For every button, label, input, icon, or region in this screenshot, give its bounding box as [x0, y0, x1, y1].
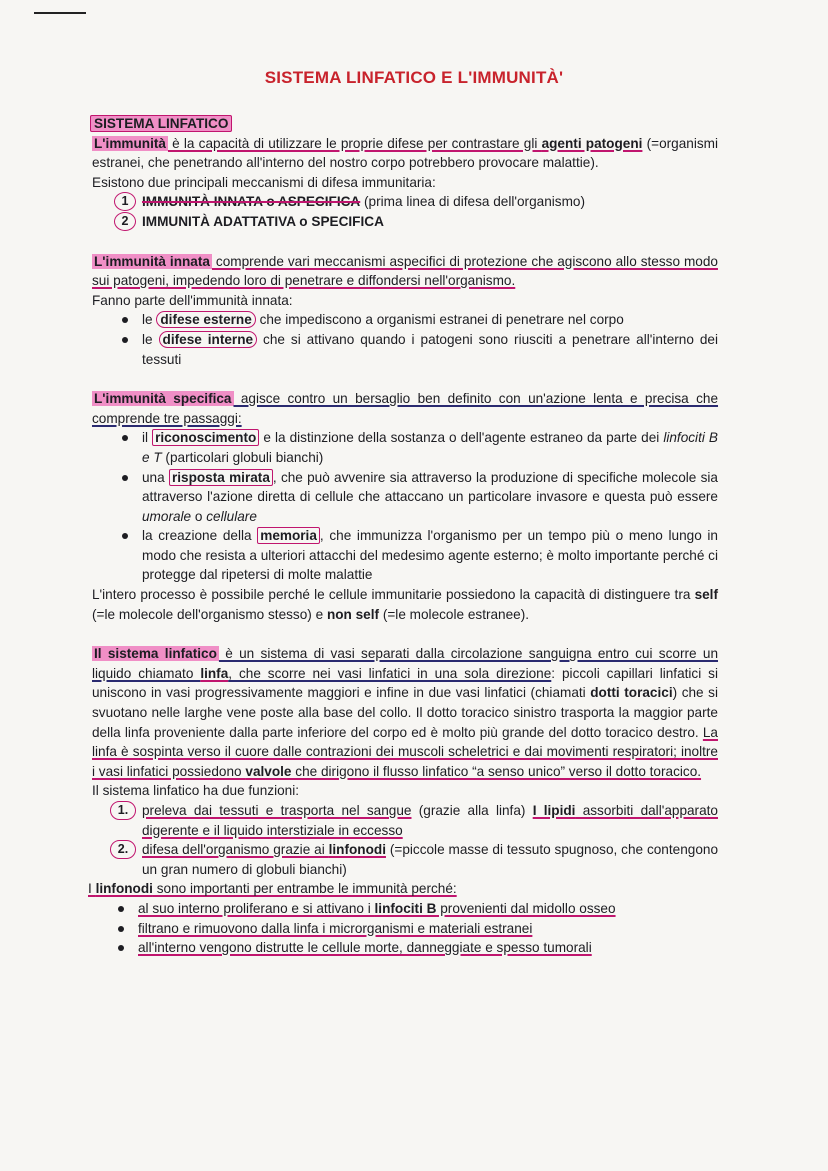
text-span: difesa dell'organismo grazie ai	[142, 842, 329, 858]
term-linfonodi: linfonodi	[328, 842, 386, 858]
term-agenti-patogeni: agenti patogeni	[541, 135, 643, 151]
text-span: L'intero processo è possibile perché le cellule immunitarie possiedono la capacità di distinguere tra	[92, 587, 695, 603]
text-span: preleva dai tessuti e trasporta nel sangue	[142, 803, 412, 818]
text-span: che si attivano quando i patogeni sono riusciti a penetrare all'interno dei tessuti	[142, 331, 718, 367]
section-heading: SISTEMA LINFATICO	[90, 115, 232, 132]
text-span: agisce contro un bersaglio ben definito con un'azione lenta e precisa che comprende tre passaggi:	[92, 391, 719, 426]
page-title: SISTEMA LINFATICO E L'IMMUNITÀ'	[264, 68, 564, 87]
text-span: il	[142, 430, 153, 446]
text-span: provenienti dal midollo osseo	[436, 900, 616, 916]
term-linfonodi: linfonodi	[95, 881, 153, 897]
text-span: le	[142, 312, 157, 328]
mechanism-note: (prima linea di difesa dell'organismo)	[360, 194, 585, 210]
text-span: (=le molecole dell'organismo stesso) e	[92, 606, 327, 622]
specific-steps-list	[92, 428, 718, 585]
term-non-self: non self	[326, 606, 380, 622]
text-span: (=organismi estranei, che penetrando all'interno del nostro corpo potrebbero provocare malattie).	[92, 135, 718, 171]
list-item	[92, 428, 718, 467]
term-risposta-mirata: risposta mirata	[169, 469, 273, 486]
paragraph-functions-intro: Il sistema linfatico ha due funzioni:	[92, 783, 300, 799]
list-item	[92, 330, 718, 369]
text-span: (grazie alla linfa)	[411, 803, 533, 818]
text-span: al suo interno proliferano e si attivano i	[138, 900, 375, 916]
term-linfociti-b: linfociti B	[374, 900, 437, 916]
lymph-functions-list	[92, 801, 718, 879]
text-span: ) che si svuotano nelle larghe vene poste alla base del collo. Il dotto toracico sinistro trasporta la maggior parte della linfa proveniente dalla parte inferiore del corpo ed è molto più grande del dotto toracico destro.	[92, 685, 718, 740]
text-span: (particolari globuli bianchi)	[161, 449, 324, 465]
term-immunita: L'immunità	[94, 135, 166, 151]
text-span: o	[191, 508, 207, 524]
text-span: , che immunizza l'organismo per un tempo più o meno lungo in modo che resista a ulteriori attacchi del medesimo agente esterno; è molto importante perché ci protegge dal ripetersi di molte malattie	[142, 528, 718, 583]
list-item	[92, 938, 718, 958]
text-span: assorbiti dall'apparato digerente e il liquido interstiziale in eccesso	[142, 803, 718, 838]
function-item-1	[110, 801, 718, 840]
circled-number: 2.	[110, 840, 136, 859]
paragraph-specific-immunity	[92, 389, 718, 428]
list-item	[92, 919, 718, 939]
mechanism-item-2	[114, 212, 718, 232]
text-span: (=piccole masse di tessuto spugnoso, che contengono un gran numero di globuli bianchi)	[142, 842, 718, 877]
term-linfa: linfa	[200, 665, 229, 681]
term-sistema-linfatico: Il sistema linfatico	[94, 646, 217, 662]
paragraph-immunity-definition	[92, 134, 718, 173]
text-span: sono importanti per entrambe le immunità perché:	[152, 881, 457, 897]
circled-number: 2	[114, 212, 136, 231]
circled-number: 1	[114, 192, 136, 211]
paragraph-lymph-nodes-intro	[88, 879, 718, 899]
list-item	[92, 526, 718, 585]
text-span: che impediscono a organismi estranei di penetrare nel corpo	[255, 312, 624, 328]
pen-mark-line	[34, 12, 86, 14]
text-span: cellulare	[206, 508, 257, 524]
text-span: , che scorre nei vasi linfatici in una sola direzione	[228, 665, 552, 681]
innate-defenses-list	[92, 310, 718, 369]
mechanism-item-1	[114, 192, 718, 212]
text-span: (=le molecole estranee).	[379, 606, 530, 622]
text-span: che dirigono il flusso linfatico “a senso unico” verso il dotto toracico.	[291, 763, 702, 779]
text-span: è un sistema di vasi separati dalla circolazione sanguigna entro cui scorre un liquido chiamato	[92, 646, 719, 681]
text-span: all'interno vengono distrutte le cellule morte, danneggiate e spesso tumorali	[138, 940, 592, 956]
document-body	[88, 114, 719, 958]
list-item	[92, 310, 718, 330]
text-span: è la capacità di utilizzare le proprie difese per contrastare gli	[167, 135, 542, 151]
list-item	[92, 468, 718, 527]
paragraph-innate-immunity	[92, 252, 718, 291]
text-span: umorale	[142, 508, 192, 524]
mechanism-name: IMMUNITÀ ADATTATIVA o SPECIFICA	[142, 213, 384, 229]
paragraph-self-nonself	[92, 585, 718, 624]
lymph-nodes-list	[92, 899, 718, 958]
text-span: , che può avvenire sia attraverso la produzione di specifiche molecole sia attraverso l'azione diretta di cellule che attaccano un particolare invasore e questa può essere	[142, 469, 718, 505]
text-span: : piccoli capillari linfatici si uniscono in vasi progressivamente maggiori e infine in due vasi linfatici (chiamati	[92, 665, 718, 701]
text-span: le	[142, 331, 159, 347]
term-dotti-toracici: dotti toracici	[590, 685, 673, 701]
term-difese-esterne: difese esterne	[156, 311, 255, 328]
text-span: linfociti B e T	[142, 430, 718, 465]
term-immunita-innata: L'immunità innata	[94, 253, 210, 269]
paragraph-mechanisms-intro: Esistono due principali meccanismi di difesa immunitaria:	[92, 174, 436, 190]
function-item-2	[110, 840, 718, 879]
term-valvole: valvole	[245, 763, 292, 779]
term-self: self	[694, 587, 718, 603]
text-span: comprende vari meccanismi aspecifici di protezione che agiscono allo stesso modo sui patogeni, impedendo loro di penetrare e diffondersi nell'organismo.	[92, 253, 718, 289]
term-memoria: memoria	[257, 527, 320, 544]
text-span: la creazione della	[142, 528, 258, 544]
text-span: filtrano e rimuovono dalla linfa i microrganismi e materiali estranei	[138, 920, 533, 936]
term-riconoscimento: riconoscimento	[152, 429, 259, 446]
paragraph-lymphatic-system	[92, 644, 718, 781]
text-span: e la distinzione della sostanza o dell'agente estraneo da parte dei	[259, 430, 664, 446]
term-difese-interne: difese interne	[159, 331, 258, 348]
paragraph-innate-intro: Fanno parte dell'immunità innata:	[92, 292, 293, 308]
list-item	[92, 899, 718, 919]
term-immunita-specifica: L'immunità specifica	[94, 391, 232, 407]
text-span: I	[88, 881, 96, 897]
mechanism-name: IMMUNITÀ INNATA o ASPECIFICA	[142, 194, 361, 210]
circled-number: 1.	[110, 801, 136, 820]
text-span: una	[142, 469, 169, 485]
term-lipidi: I lipidi	[532, 803, 576, 818]
text-span: La linfa è sospinta verso il cuore dalle contrazioni dei muscoli scheletrici e dai movimenti respiratori; inoltre i vasi linfatici possiedono	[92, 724, 718, 779]
